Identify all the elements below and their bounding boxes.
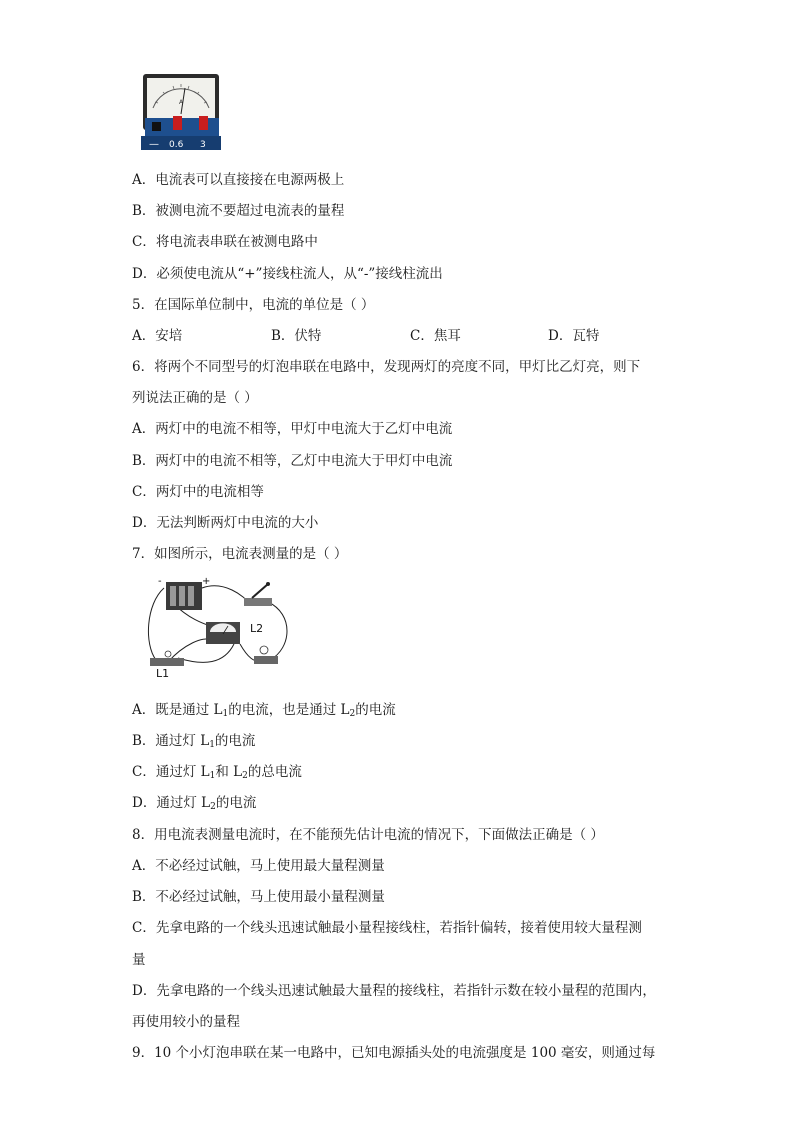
battery-plus-label: + (202, 576, 211, 587)
terminal-3-label: 3 (200, 140, 206, 150)
q7-option-b: B．通过灯 $L_1$的电流 (132, 733, 256, 750)
q9-stem: 9．10 个小灯泡串联在某一电路中，已知电源插头处的电流强度是 100 毫安，则通过每 (132, 1045, 656, 1061)
q7-option-c: C．通过灯 $L_1$和 $L_2$的总电流 (132, 764, 302, 781)
q8-stem: 8．用电流表测量电流时，在不能预先估计电流的情况下，下面做法正确是（ ） (132, 827, 604, 843)
q7-option-d: D．通过灯 $L_2$的电流 (132, 795, 257, 812)
q6-stem-line1: 6．将两个不同型号的灯泡串联在电路中，发现两灯的亮度不同，甲灯比乙灯亮，则下 (132, 359, 641, 375)
circuit-figure (144, 574, 296, 680)
q6-option-b: B．两灯中的电流不相等，乙灯中电流大于甲灯中电流 (132, 453, 453, 469)
ammeter-figure (139, 72, 221, 150)
q4-option-c: C．将电流表串联在被测电路中 (132, 234, 318, 250)
q4-option-a: A．电流表可以直接接在电源两极上 (132, 172, 345, 188)
q5-option-d: D．瓦特 (548, 328, 600, 344)
ammeter-image (139, 72, 221, 150)
q4-option-d: D．必须使电流从“+”接线柱流人，从“-”接线柱流出 (132, 266, 443, 282)
lamp-l2-label: L2 (250, 622, 264, 635)
ammeter-unit: A (179, 99, 184, 106)
q6-option-d: D．无法判断两灯中电流的大小 (132, 515, 319, 531)
lamp-l1-label: L1 (156, 667, 170, 680)
q8-option-a: A．不必经过试触，马上使用最大量程测量 (132, 858, 385, 874)
q6-option-c: C．两灯中的电流相等 (132, 484, 264, 500)
q5-option-a: A．安培 (132, 328, 183, 344)
q8-option-d-line2: 再使用较小的量程 (132, 1014, 240, 1030)
q7-stem: 7．如图所示，电流表测量的是（ ） (132, 546, 348, 562)
q8-option-c-line1: C．先拿电路的一个线头迅速试触最小量程接线柱，若指针偏转，接着使用较大量程测 (132, 920, 642, 936)
q5-option-c: C．焦耳 (410, 328, 461, 344)
q5-stem: 5．在国际单位制中，电流的单位是（ ） (132, 297, 375, 313)
q8-option-d-line1: D．先拿电路的一个线头迅速试触最大量程的接线柱，若指针示数在较小量程的范围内， (132, 983, 656, 999)
battery-minus-label: - (158, 576, 162, 587)
q4-option-b: B．被测电流不要超过电流表的量程 (132, 203, 345, 219)
terminal-0-6-label: 0.6 (169, 140, 184, 150)
q6-option-a: A．两灯中的电流不相等，甲灯中电流大于乙灯中电流 (132, 421, 453, 437)
q6-stem-line2: 列说法正确的是（ ） (132, 390, 258, 406)
q7-option-a: A．既是通过 $L_1$的电流，也是通过 $L_2$的电流 (132, 702, 396, 719)
q8-option-b: B．不必经过试触，马上使用最小量程测量 (132, 889, 385, 905)
terminal-minus-label: — (149, 139, 159, 150)
circuit-diagram (144, 574, 296, 680)
q8-option-c-line2: 量 (132, 952, 146, 968)
q5-option-b: B．伏特 (271, 328, 322, 344)
